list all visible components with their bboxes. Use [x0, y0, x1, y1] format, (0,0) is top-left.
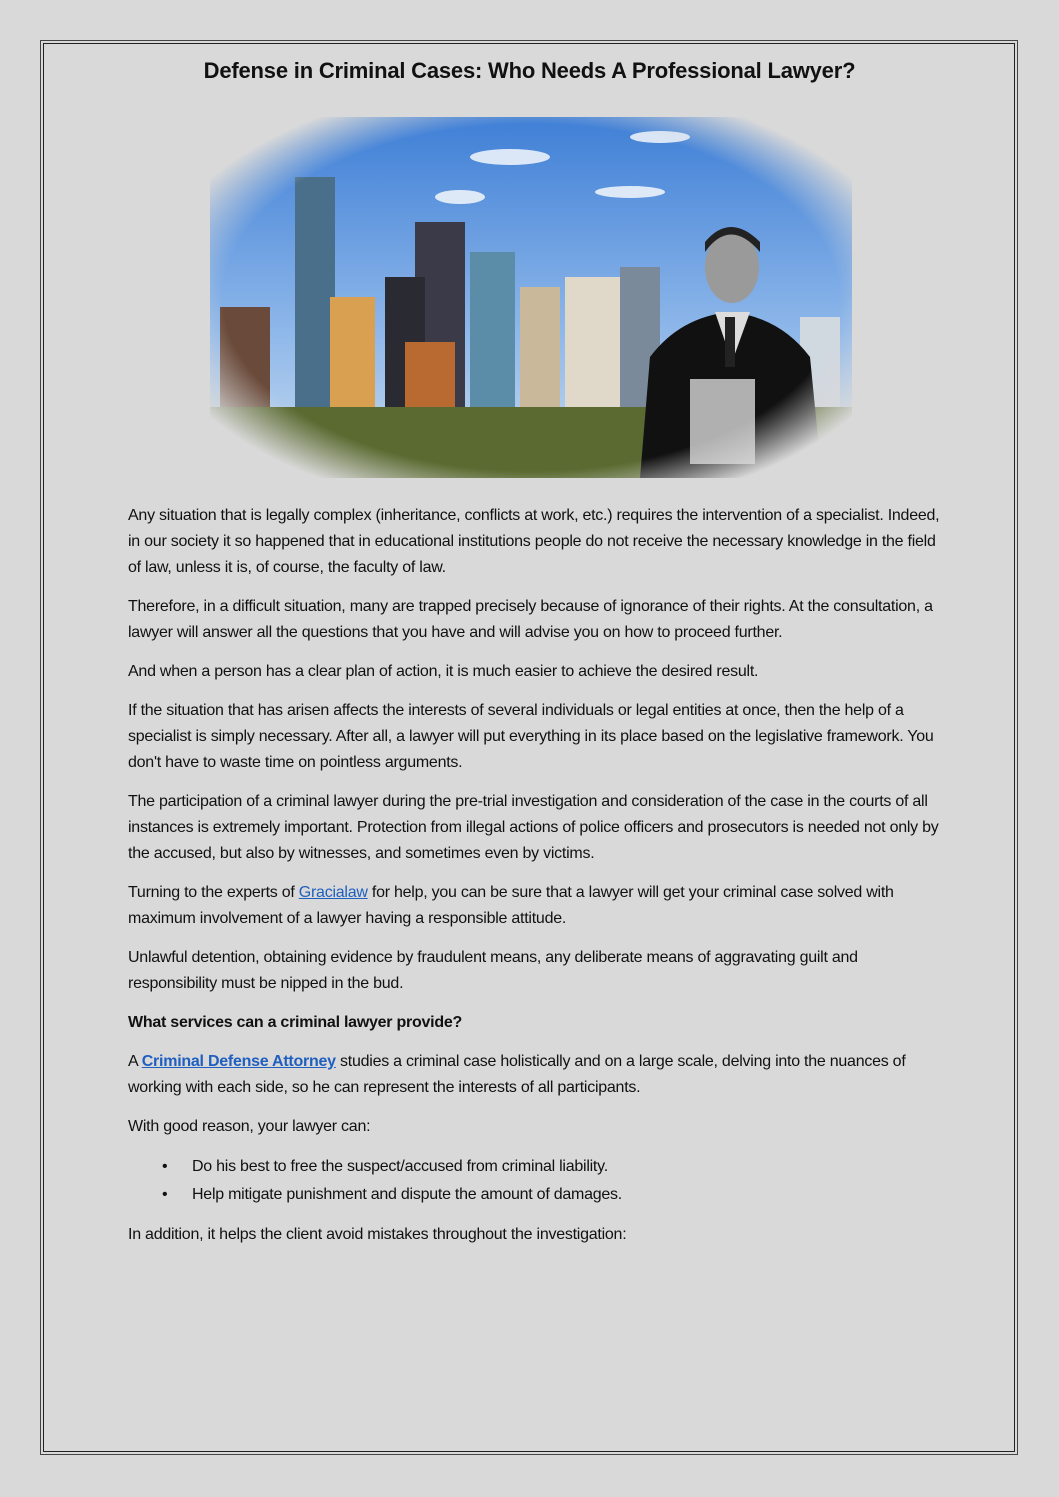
- criminal-defense-attorney-link[interactable]: Criminal Defense Attorney: [141, 1053, 336, 1070]
- page-title: Defense in Criminal Cases: Who Needs A Professional Lawyer?: [203, 58, 856, 83]
- paragraph: In addition, it helps the client avoid mistakes throughout the investigation:: [128, 1226, 627, 1243]
- text: A: [128, 1053, 142, 1070]
- subheading: [128, 1010, 943, 1036]
- gracialaw-link[interactable]: Gracialaw: [298, 884, 368, 901]
- list-item: • Do his best to free the suspect/accused from criminal liability.: [192, 1153, 943, 1181]
- paragraph: The participation of a criminal lawyer during the pre-trial investigation and consideration of the case in the courts of all instances is extremely important. Protection from illegal actions of police officers and prosecutors is needed not only by the accused, but also by witnesses, and sometimes even by victims.: [128, 793, 939, 862]
- text: Turning to the experts of: [128, 884, 299, 901]
- paragraph: Unlawful detention, obtaining evidence by fraudulent means, any deliberate means of aggravating guilt and responsibility must be nipped in the bud.: [128, 949, 858, 992]
- text: studies a criminal case holistically and on a large scale, delving into the nuances of working with each side, so he can represent the interests of all participants.: [128, 1053, 906, 1096]
- paragraph-attorney: [128, 1049, 943, 1101]
- list-item: • Help mitigate punishment and dispute the amount of damages.: [192, 1181, 943, 1209]
- paragraph-gracialaw: [128, 880, 943, 932]
- subheading-text: What services can a criminal lawyer provide?: [128, 1014, 463, 1031]
- bullet-list: [128, 1153, 943, 1209]
- article-body: [128, 503, 943, 1261]
- paragraph: Any situation that is legally complex (inheritance, conflicts at work, etc.) requires the intervention of a specialist. Indeed, in our society it so happened that in educational institutions people do not receive the necessary knowledge in the field of law, unless it is, of course, the faculty of law.: [128, 507, 940, 576]
- paragraph: And when a person has a clear plan of action, it is much easier to achieve the desired result.: [128, 663, 759, 680]
- paragraph: If the situation that has arisen affects the interests of several individuals or legal entities at once, then the help of a specialist is simply necessary. After all, a lawyer will put everything in its place based on the legislative framework. You don't have to waste time on pointless arguments.: [128, 702, 934, 771]
- paragraph: Therefore, in a difficult situation, many are trapped precisely because of ignorance of their rights. At the consultation, a lawyer will answer all the questions that you have and will advise you on how to proceed further.: [128, 598, 933, 641]
- text: for help, you can be sure that a lawyer will get your criminal case solved with maximum involvement of a lawyer having a responsible attitude.: [128, 884, 894, 927]
- hero-image-city-lawyer: [210, 117, 852, 478]
- paragraph: With good reason, your lawyer can:: [128, 1118, 371, 1135]
